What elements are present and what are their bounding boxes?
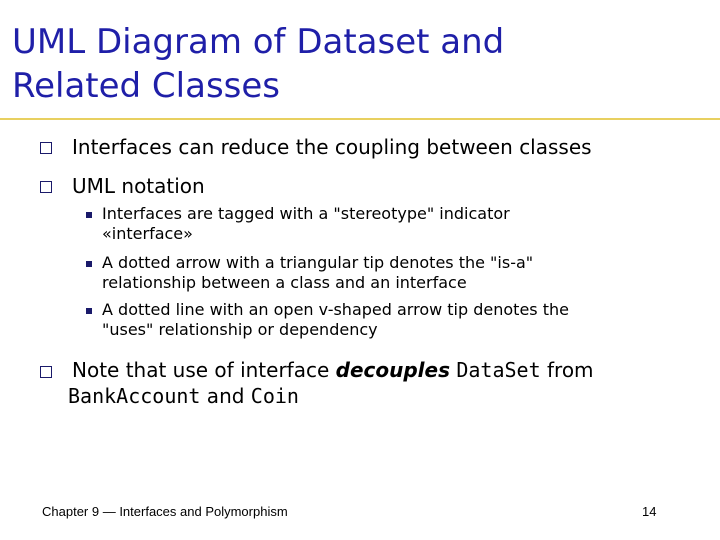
bullet-text-1: Interfaces can reduce the coupling between classes <box>72 135 592 159</box>
bullet-square-icon <box>40 142 52 154</box>
sub-bullet-1-line-1: Interfaces are tagged with a "stereotype" indicator <box>102 204 510 223</box>
slide-title <box>12 20 652 108</box>
note-emphasis: decouples <box>335 358 450 382</box>
bullet-text-3-line-2 <box>68 383 299 409</box>
title-divider <box>0 118 720 120</box>
title-line-1: UML Diagram of Dataset and <box>12 22 505 62</box>
footer-page-number: 14 <box>642 504 657 519</box>
sub-bullet-1-line-2: «interface» <box>102 224 193 243</box>
note-code-coin: Coin <box>250 384 299 408</box>
sub-bullet-3-line-1: A dotted line with an open v-shaped arrow tip denotes the <box>102 300 569 319</box>
sub-bullet-square-icon <box>86 308 92 314</box>
note-code-bankaccount: BankAccount <box>68 384 201 408</box>
sub-bullet-square-icon <box>86 261 92 267</box>
sub-bullet-square-icon <box>86 212 92 218</box>
bullet-text-2: UML notation <box>72 174 205 198</box>
sub-bullet-3-line-2: "uses" relationship or dependency <box>102 320 378 339</box>
note-text-2: from <box>540 358 594 382</box>
note-code-dataset: DataSet <box>456 358 541 382</box>
bullet-square-icon <box>40 366 52 378</box>
sub-bullet-2-line-1: A dotted arrow with a triangular tip denotes the "is-a" <box>102 253 534 272</box>
sub-bullet-2-line-2: relationship between a class and an interface <box>102 273 467 292</box>
bullet-text-3 <box>72 357 672 383</box>
title-line-2: Related Classes <box>12 66 281 106</box>
note-text-1: Note that use of interface <box>72 358 336 382</box>
footer-chapter: Chapter 9 — Interfaces and Polymorphism <box>42 504 288 519</box>
bullet-square-icon <box>40 181 52 193</box>
note-text-3: and <box>200 384 251 408</box>
